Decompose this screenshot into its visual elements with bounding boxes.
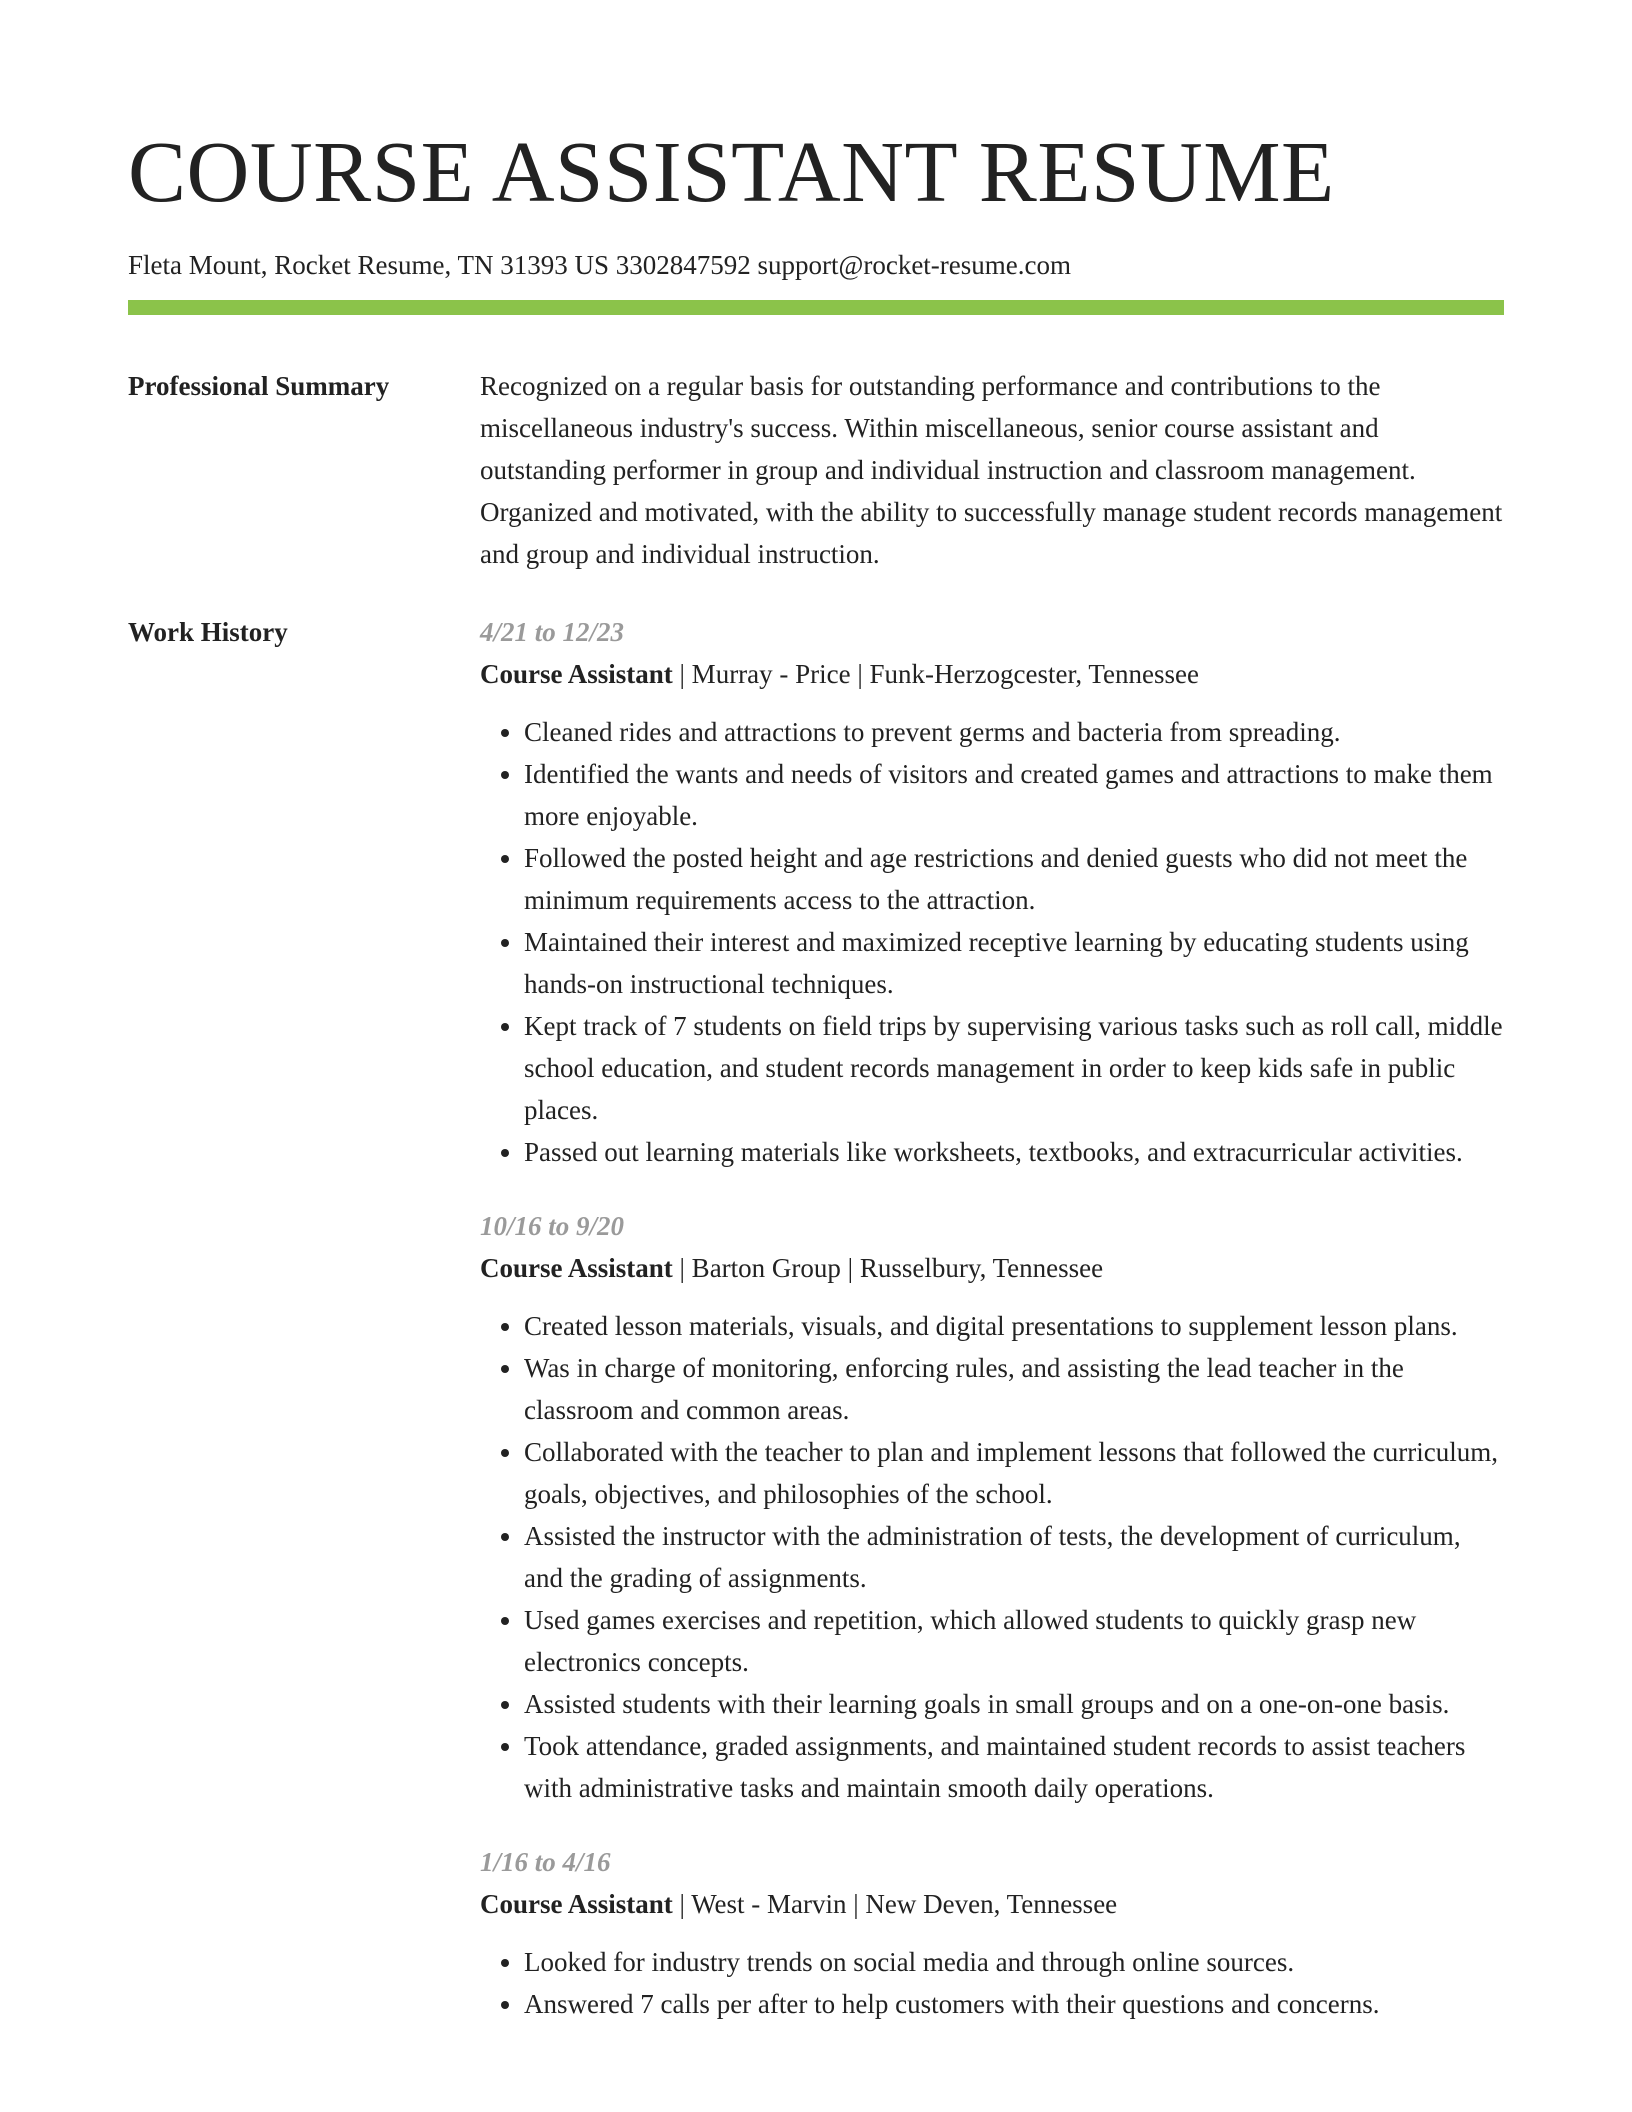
job-dates: 1/16 to 4/16	[480, 1847, 611, 1877]
page-title: COURSE ASSISTANT RESUME	[128, 123, 1335, 220]
contact-line: Fleta Mount, Rocket Resume, TN 31393 US 3302847592 support@rocket-resume.com	[128, 250, 1071, 280]
job-list-container	[480, 611, 1504, 2057]
job-title: Course Assistant	[480, 659, 673, 689]
job-title: Course Assistant	[480, 1253, 673, 1283]
job-bullet: • Created lesson materials, visuals, and digital presentations to supplement lesson plans.	[524, 1305, 1504, 1347]
job-entry	[480, 611, 1504, 1173]
job-entry	[480, 1841, 1504, 2025]
job-title: Course Assistant	[480, 1889, 673, 1919]
job-bullet: • Maintained their interest and maximized receptive learning by educating students using hands-on instructional techniques.	[524, 921, 1504, 1005]
job-bullet: • Took attendance, graded assignments, and maintained student records to assist teachers with administrative tasks and maintain smooth daily operations.	[524, 1725, 1504, 1809]
accent-divider	[128, 300, 1504, 315]
job-employer-location: | Murray - Price | Funk-Herzogcester, Tennessee	[672, 659, 1199, 689]
job-bullet: • Collaborated with the teacher to plan and implement lessons that followed the curriculum, goals, objectives, and philosophies of the school.	[524, 1431, 1504, 1515]
work-history-section	[128, 611, 1504, 2057]
job-heading-line	[480, 1883, 1504, 1925]
job-entry	[480, 1205, 1504, 1809]
job-bullet: • Assisted the instructor with the administration of tests, the development of curriculum, and the grading of assignments.	[524, 1515, 1504, 1599]
job-employer-location: | West - Marvin | New Deven, Tennessee	[672, 1889, 1118, 1919]
summary-section	[128, 365, 1504, 575]
job-bullet: • Identified the wants and needs of visitors and created games and attractions to make them more enjoyable.	[524, 753, 1504, 837]
job-bullet: • Followed the posted height and age restrictions and denied guests who did not meet the minimum requirements access to the attraction.	[524, 837, 1504, 921]
job-bullet: • Used games exercises and repetition, which allowed students to quickly grasp new electronics concepts.	[524, 1599, 1504, 1683]
job-bullet-list	[480, 711, 1504, 1173]
job-bullet: • Answered 7 calls per after to help customers with their questions and concerns.	[524, 1983, 1504, 2025]
job-bullet: • Kept track of 7 students on field trips by supervising various tasks such as roll call, middle school education, and student records management in order to keep kids safe in public places.	[524, 1005, 1504, 1131]
job-bullet: • Assisted students with their learning goals in small groups and on a one-on-one basis.	[524, 1683, 1504, 1725]
job-bullet: • Cleaned rides and attractions to prevent germs and bacteria from spreading.	[524, 711, 1504, 753]
job-dates: 10/16 to 9/20	[480, 1211, 625, 1241]
job-bullet: • Passed out learning materials like worksheets, textbooks, and extracurricular activities.	[524, 1131, 1504, 1173]
job-bullet-list	[480, 1305, 1504, 1809]
job-employer-location: | Barton Group | Russelbury, Tennessee	[672, 1253, 1104, 1283]
job-heading-line	[480, 1247, 1504, 1289]
job-bullet: • Looked for industry trends on social media and through online sources.	[524, 1941, 1504, 1983]
job-dates: 4/21 to 12/23	[480, 617, 625, 647]
job-bullet-list	[480, 1941, 1504, 2025]
work-history-heading: Work History	[128, 617, 288, 647]
summary-heading: Professional Summary	[128, 371, 390, 401]
job-bullet: • Was in charge of monitoring, enforcing rules, and assisting the lead teacher in the classroom and common areas.	[524, 1347, 1504, 1431]
job-heading-line	[480, 653, 1504, 695]
summary-text: Recognized on a regular basis for outstanding performance and contributions to the miscellaneous industry's success. Within miscellaneous, senior course assistant and outstanding performer in group and individual instruction and classroom management. Organized and motivated, with the ability to successfully manage student records management and group and individual instruction.	[480, 371, 1503, 569]
